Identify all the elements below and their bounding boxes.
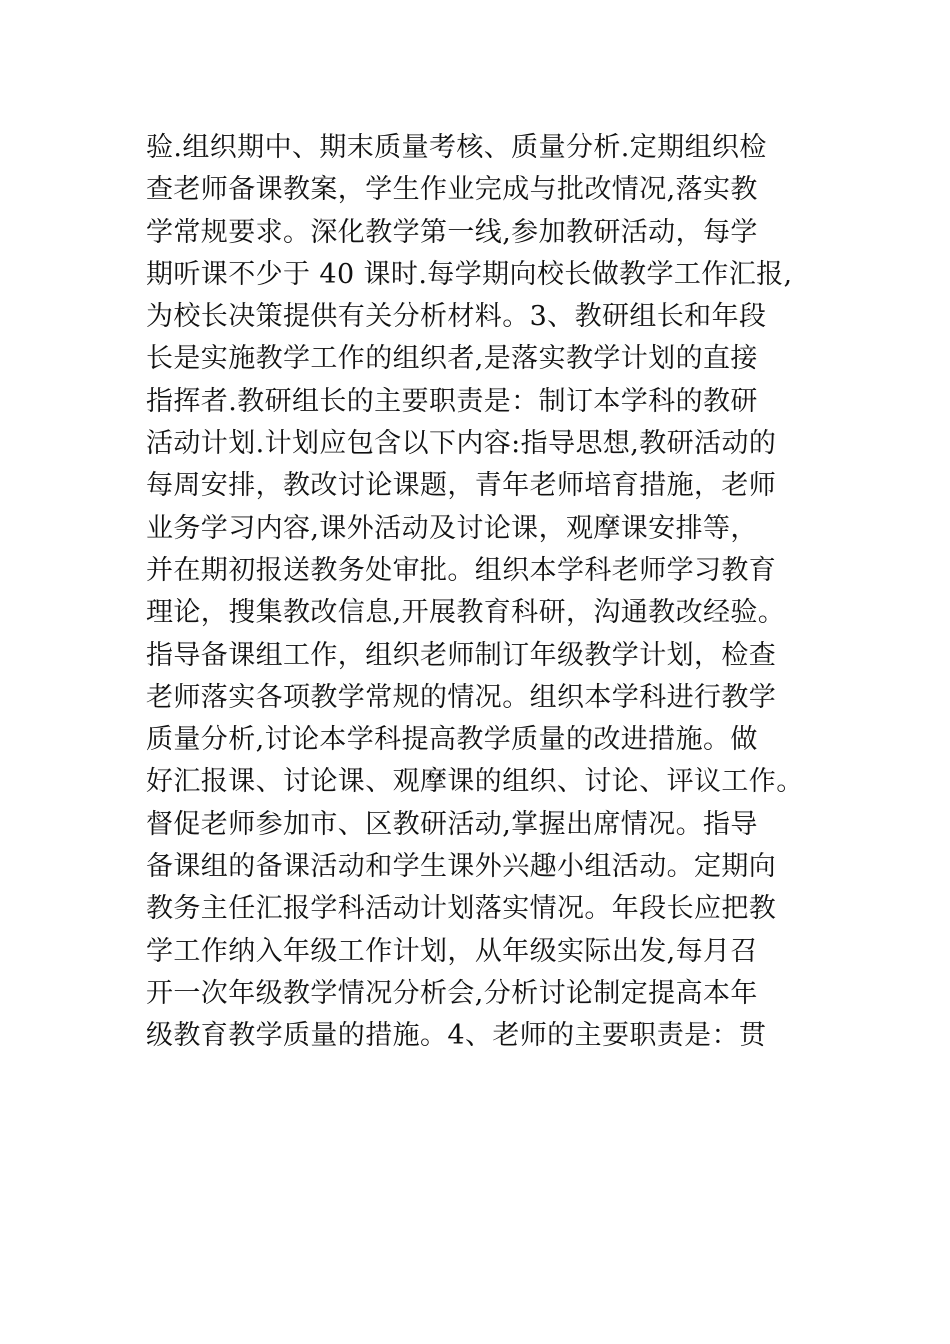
text-line: 备课组的备课活动和学生课外兴趣小组活动。定期向 [146, 851, 777, 883]
text-line: 为校长决策提供有关分析材料。3、教研组长和年段 [146, 301, 767, 333]
text-line: 质量分析,讨论本学科提高教学质量的改进措施。做 [146, 724, 758, 756]
text-line: 指导备课组工作，组织老师制订年级教学计划，检查 [146, 639, 777, 671]
text-line: 期听课不少于 40 课时.每学期向校长做教学工作汇报, [146, 258, 793, 290]
text-line: 验.组织期中、期末质量考核、质量分析.定期组织检 [146, 132, 767, 163]
text-line: 理论，搜集教改信息,开展教育科研，沟通教改经验。 [146, 597, 786, 629]
text-line: 长是实施教学工作的组织者,是落实教学计划的直接 [146, 343, 758, 375]
text-line: 好汇报课、讨论课、观摩课的组织、讨论、评议工作。 [146, 766, 804, 798]
text-line: 学工作纳入年级工作计划，从年级实际出发,每月召 [146, 935, 758, 967]
text-line: 教务主任汇报学科活动计划落实情况。年段长应把教 [146, 893, 777, 925]
text-line: 并在期初报送教务处审批。组织本学科老师学习教育 [146, 554, 777, 586]
text-line: 业务学习内容,课外活动及讨论课，观摩课安排等， [146, 512, 758, 544]
text-line: 活动计划.计划应包含以下内容:指导思想,教研活动的 [146, 428, 777, 460]
text-line: 学常规要求。深化教学第一线,参加教研活动，每学 [146, 216, 758, 248]
text-line: 级教育教学质量的措施。4、老师的主要职责是：贯 [146, 1020, 767, 1052]
text-line: 老师落实各项教学常规的情况。组织本学科进行教学 [146, 681, 777, 713]
text-line: 每周安排，教改讨论课题，青年老师培育措施，老师 [146, 470, 777, 502]
text-line: 开一次年级教学情况分析会,分析讨论制定提高本年 [146, 977, 758, 1009]
text-line: 查老师备课教案，学生作业完成与批改情况,落实教 [146, 174, 758, 206]
text-line: 督促老师参加市、区教研活动,掌握出席情况。指导 [146, 808, 758, 840]
text-line: 指挥者.教研组长的主要职责是：制订本学科的教研 [146, 385, 758, 417]
body-text [146, 127, 846, 1058]
